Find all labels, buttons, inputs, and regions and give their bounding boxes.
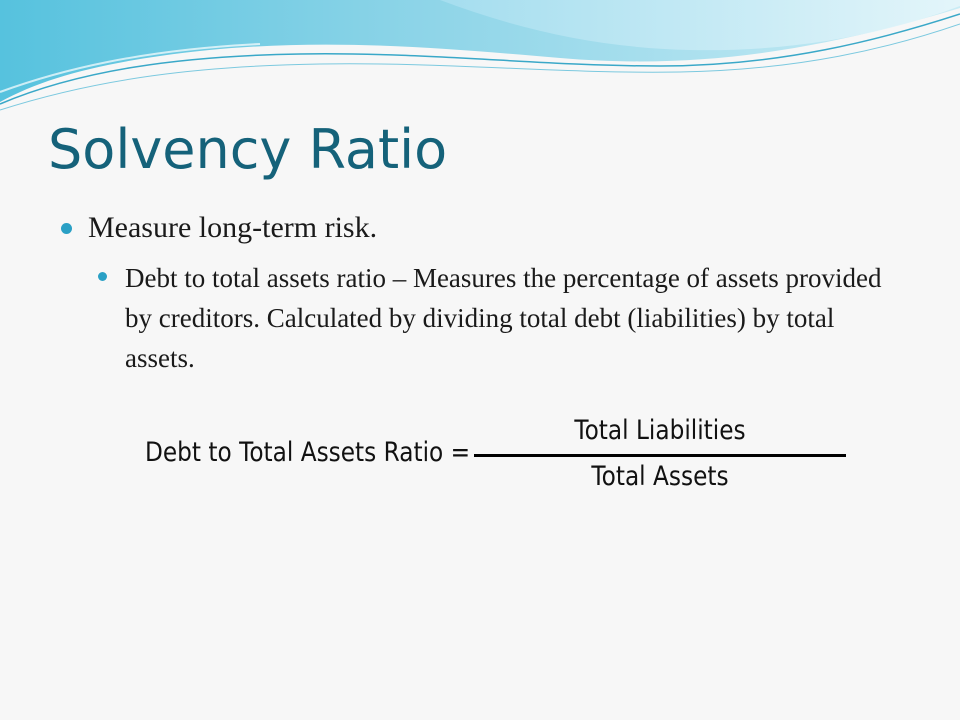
bullet-dot-icon bbox=[61, 223, 72, 234]
bullet-text: Measure long-term risk. bbox=[88, 211, 378, 244]
bullet-list bbox=[60, 208, 900, 378]
formula-label: Debt to Total Assets Ratio = bbox=[145, 437, 471, 468]
formula-numerator: Total Liabilities bbox=[574, 415, 746, 446]
sub-bullet-dot-icon bbox=[98, 272, 107, 281]
sub-bullet-text: Debt to total assets ratio – Measures the percentage of assets provided by creditors. Calculated by dividing total debt (liabilities) by total assets. bbox=[125, 263, 882, 373]
formula-denominator: Total Assets bbox=[591, 461, 729, 492]
sub-bullet-item bbox=[98, 258, 885, 378]
fraction-bar bbox=[474, 454, 846, 457]
header-wave-decoration bbox=[0, 0, 960, 120]
slide-title: Solvency Ratio bbox=[48, 118, 448, 181]
bullet-item bbox=[60, 208, 900, 248]
